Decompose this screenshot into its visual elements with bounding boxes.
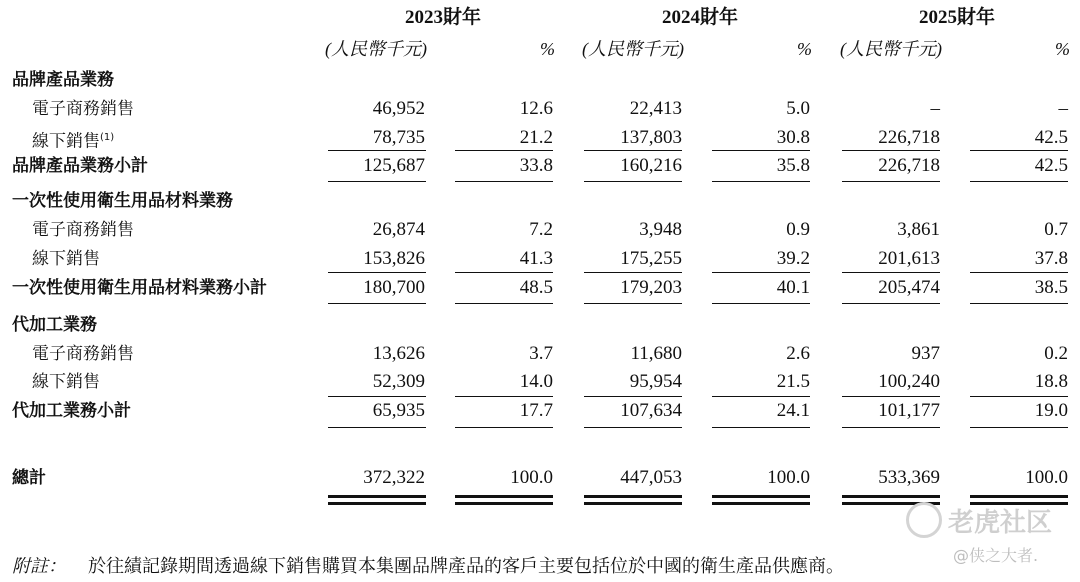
subtotal-bottom-rule	[970, 181, 1068, 182]
cell: 21.5	[776, 371, 810, 392]
cell: 101,177	[878, 400, 940, 421]
cell: 125,687	[363, 155, 425, 176]
total-double-rule	[455, 495, 553, 498]
cell: 0.2	[1044, 343, 1068, 364]
cell: 175,255	[620, 248, 682, 269]
cell: 7.2	[529, 219, 553, 240]
pct-label-2024: %	[797, 39, 812, 59]
cell: 179,203	[620, 277, 682, 298]
subtotal-rule	[584, 272, 682, 273]
total-label: 總計	[12, 468, 46, 488]
subtotal-rule	[712, 396, 810, 397]
row-label: 電子商務銷售	[32, 344, 134, 364]
footnote	[12, 552, 844, 578]
cell: 40.1	[776, 277, 810, 298]
pct-label-2025: %	[1055, 39, 1070, 59]
subtotal-rule	[328, 272, 426, 273]
total-double-rule	[712, 502, 810, 505]
subtotal-rule	[455, 396, 553, 397]
watermark-logo-icon	[906, 502, 942, 538]
year-header-2025: 2025財年	[919, 7, 996, 28]
cell: 3.7	[529, 343, 553, 364]
cell: 12.6	[519, 98, 553, 119]
cell: 107,634	[620, 400, 682, 421]
cell: 13,626	[372, 343, 425, 364]
subtotal-bottom-rule	[970, 303, 1068, 304]
footnote-prefix: 附註：	[12, 556, 66, 577]
pct-label-2023: %	[540, 39, 555, 59]
subtotal-bottom-rule	[455, 303, 553, 304]
cell: 46,952	[372, 98, 425, 119]
subtotal-bottom-rule	[712, 181, 810, 182]
year-header-2023: 2023財年	[405, 7, 482, 28]
subtotal-rule	[584, 396, 682, 397]
subtotal-bottom-rule	[584, 427, 682, 428]
cell: 447,053	[620, 467, 682, 488]
cell: 30.8	[776, 127, 810, 148]
subtotal-bottom-rule	[842, 427, 940, 428]
total-double-rule	[584, 495, 682, 498]
subtotal-bottom-rule	[712, 303, 810, 304]
subtotal-rule	[455, 272, 553, 273]
subtotal-bottom-rule	[328, 427, 426, 428]
row-label	[32, 126, 114, 154]
cell: 17.7	[519, 400, 553, 421]
cell: 3,861	[897, 219, 940, 240]
subtotal-bottom-rule	[970, 427, 1068, 428]
section-title: 代加工業務	[12, 315, 97, 335]
cell: 3,948	[639, 219, 682, 240]
subtotal-bottom-rule	[328, 181, 426, 182]
section-title: 品牌產品業務	[12, 70, 114, 90]
cell: 226,718	[878, 155, 940, 176]
subtotal-rule	[970, 396, 1068, 397]
row-label-text: 線下銷售	[32, 131, 100, 152]
cell: 14.0	[519, 371, 553, 392]
section-title: 一次性使用衛生用品材料業務	[12, 191, 233, 211]
cell: 153,826	[363, 248, 425, 269]
subtotal-rule	[970, 272, 1068, 273]
subtotal-bottom-rule	[584, 181, 682, 182]
cell: –	[1058, 98, 1068, 119]
row-label: 線下銷售	[32, 372, 100, 392]
cell: 95,954	[629, 371, 682, 392]
cell: 22,413	[629, 98, 682, 119]
subtotal-rule	[970, 150, 1068, 151]
cell: 52,309	[372, 371, 425, 392]
subtotal-rule	[842, 396, 940, 397]
cell: 937	[911, 343, 940, 364]
cell: 41.3	[519, 248, 553, 269]
total-double-rule	[328, 502, 426, 505]
subtotal-label: 代加工業務小計	[12, 401, 131, 421]
cell: 100.0	[1025, 467, 1068, 488]
cell: 201,613	[878, 248, 940, 269]
subtotal-bottom-rule	[328, 303, 426, 304]
cell: 226,718	[878, 127, 940, 148]
cell: 160,216	[620, 155, 682, 176]
cell: 65,935	[372, 400, 425, 421]
cell: 137,803	[620, 127, 682, 148]
cell: 48.5	[519, 277, 553, 298]
row-label: 電子商務銷售	[32, 99, 134, 119]
cell: 35.8	[776, 155, 810, 176]
cell: –	[930, 98, 940, 119]
cell: 24.1	[776, 400, 810, 421]
total-double-rule	[712, 495, 810, 498]
watermark-brand: 老虎社区	[948, 508, 1053, 538]
cell: 18.8	[1034, 371, 1068, 392]
cell: 0.9	[786, 219, 810, 240]
unit-label-2025: (人民幣千元)	[840, 39, 942, 59]
cell: 2.6	[786, 343, 810, 364]
cell: 39.2	[776, 248, 810, 269]
subtotal-rule	[328, 396, 426, 397]
total-double-rule	[455, 502, 553, 505]
total-double-rule	[584, 502, 682, 505]
cell: 205,474	[878, 277, 940, 298]
subtotal-label: 一次性使用衛生用品材料業務小計	[12, 278, 267, 298]
cell: 372,322	[363, 467, 425, 488]
watermark-handle: @侠之大者.	[953, 546, 1039, 565]
cell: 19.0	[1034, 400, 1068, 421]
subtotal-rule	[712, 150, 810, 151]
total-double-rule	[328, 495, 426, 498]
cell: 33.8	[519, 155, 553, 176]
row-label: 線下銷售	[32, 249, 100, 269]
subtotal-bottom-rule	[584, 303, 682, 304]
subtotal-rule	[712, 272, 810, 273]
subtotal-rule	[842, 150, 940, 151]
cell: 100.0	[510, 467, 553, 488]
cell: 180,700	[363, 277, 425, 298]
cell: 100,240	[878, 371, 940, 392]
cell: 100.0	[767, 467, 810, 488]
cell: 21.2	[519, 127, 553, 148]
subtotal-bottom-rule	[712, 427, 810, 428]
footnote-text: 於往績記錄期間透過線下銷售購買本集團品牌產品的客戶主要包括位於中國的衛生產品供應商。	[88, 556, 844, 577]
unit-label-2024: (人民幣千元)	[582, 39, 684, 59]
cell: 26,874	[372, 219, 425, 240]
subtotal-bottom-rule	[455, 181, 553, 182]
cell: 533,369	[878, 467, 940, 488]
subtotal-label: 品牌產品業務小計	[12, 156, 148, 176]
cell: 42.5	[1034, 155, 1068, 176]
unit-label-2023: (人民幣千元)	[325, 39, 427, 59]
subtotal-rule	[328, 150, 426, 151]
subtotal-bottom-rule	[455, 427, 553, 428]
cell: 37.8	[1034, 248, 1068, 269]
year-header-2024: 2024財年	[662, 7, 739, 28]
cell: 5.0	[786, 98, 810, 119]
cell: 38.5	[1034, 277, 1068, 298]
subtotal-rule	[455, 150, 553, 151]
cell: 0.7	[1044, 219, 1068, 240]
cell: 78,735	[372, 127, 425, 148]
footnote-marker: (1)	[100, 132, 115, 143]
total-double-rule	[842, 495, 940, 498]
subtotal-rule	[584, 150, 682, 151]
cell: 42.5	[1034, 127, 1068, 148]
subtotal-bottom-rule	[842, 303, 940, 304]
row-label: 電子商務銷售	[32, 220, 134, 240]
subtotal-bottom-rule	[842, 181, 940, 182]
subtotal-rule	[842, 272, 940, 273]
total-double-rule	[970, 495, 1068, 498]
cell: 11,680	[630, 343, 682, 364]
